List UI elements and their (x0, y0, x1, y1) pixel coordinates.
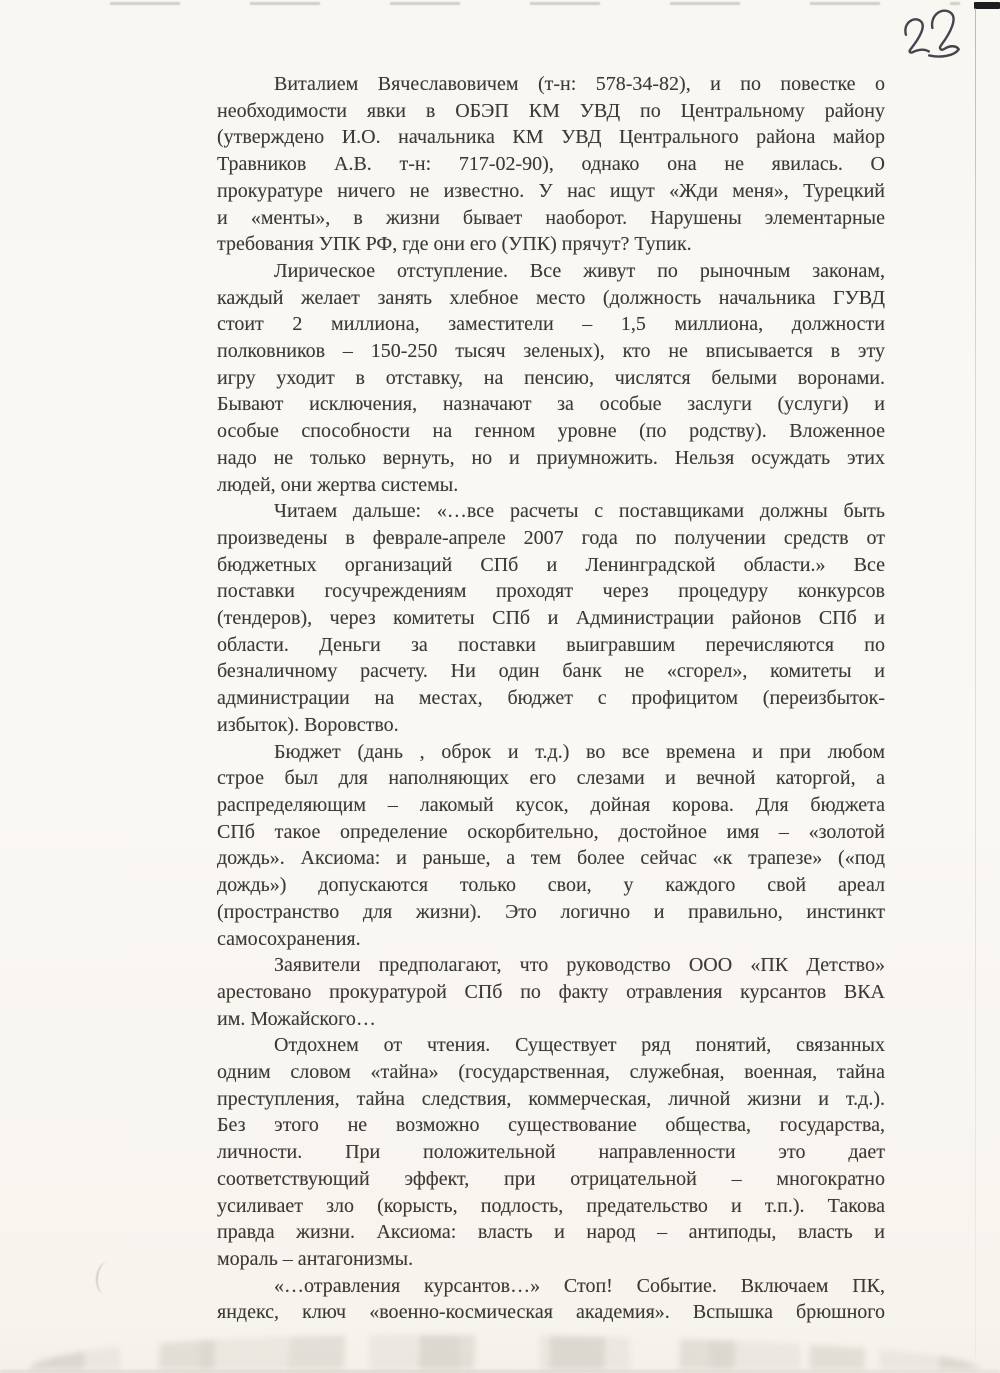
text-line: области. Деньги за поставки выигравшим перечисляются по (217, 633, 885, 656)
text-line: личности. При положительной направленности это дает (217, 1141, 885, 1164)
text-line: СПб такое определение оскорбительно, достойное имя – «золотой (217, 820, 885, 843)
text-line: и «менты», в жизни бывает наоборот. Нарушены элементарные (217, 206, 885, 229)
text-line: безналичному расчету. Ни один банк не «сгорел», комитеты и (217, 660, 885, 683)
text-line: Бывают исключения, назначают за особые заслуги (услуги) и (217, 393, 885, 416)
text-line: Травников А.В. т-н: 717-02-90), однако она не явилась. О (217, 153, 885, 176)
paragraph (217, 498, 885, 738)
text-line: (пространство для жизни). Это логично и правильно, инстинкт (217, 900, 885, 923)
text-line: бюджетных организаций СПб и Ленинградской области.» Все (217, 553, 885, 576)
handwritten-page-number (893, 2, 970, 65)
paragraph (217, 258, 885, 498)
text-line: поставки госучреждениям проходят через процедуру конкурсов (217, 580, 885, 603)
paragraph (217, 71, 885, 258)
text-line: распределяющим – лакомый кусок, дойная корова. Для бюджета (217, 793, 885, 816)
text-line: Читаем дальше: «…все расчеты с поставщиками должны быть (274, 500, 885, 523)
text-line: требования УПК РФ, где они его (УПК) прячут? Тупик. (217, 233, 692, 256)
text-line: стоит 2 миллиона, заместители – 1,5 миллиона, должности (217, 313, 885, 336)
text-line: дождь») допускаются только свои, у каждого свой ареал (217, 874, 885, 897)
paragraph (217, 1273, 885, 1326)
text-line: (утверждено И.О. начальника КМ УВД Центрального района майор (217, 126, 885, 149)
text-line: «…отравления курсантов…» Стоп! Событие. Включаем ПК, (274, 1274, 885, 1297)
text-line: Виталием Вячеславовичем (т-н: 578-34-82), и по повестке о (274, 73, 885, 95)
faint-pencil-mark (94, 1261, 117, 1295)
text-line: Заявители предполагают, что руководство ООО «ПК Детство» (274, 954, 885, 977)
text-line: мораль – антагонизмы. (217, 1247, 414, 1270)
scan-corner-mark (974, 2, 1000, 9)
text-line: преступления, тайна следствия, коммерческая, личной жизни и т.д.). (217, 1087, 885, 1110)
text-line: произведены в феврале-апреле 2007 года по получении средств от (217, 526, 885, 549)
text-line: усиливает зло (корысть, подлость, предательство и т.п.). Такова (217, 1194, 885, 1217)
text-line: Бюджет (дань , оброк и т.д.) во все времена и при любом (274, 740, 885, 763)
text-line: одним словом «тайна» (государственная, служебная, военная, тайна (217, 1061, 885, 1084)
text-line: яндекс, ключ «военно-космическая академия». Вспышка брюшного (217, 1301, 885, 1324)
text-line: дождь». Аксиома: и раньше, а тем более сейчас «к трапезе» («под (217, 847, 885, 870)
text-line: надо не только вернуть, но и приумножить. Нельзя осуждать этих (217, 446, 885, 469)
text-line: Отдохнем от чтения. Существует ряд понятий, связанных (274, 1034, 885, 1057)
text-line: им. Можайского… (217, 1007, 376, 1030)
text-line: правда жизни. Аксиома: власть и народ – антиподы, власть и (217, 1221, 885, 1244)
handwritten-22-drawing (893, 2, 970, 65)
text-line: избыток). Воровство. (217, 713, 399, 736)
text-line: Без этого не возможно существование общества, государства, (217, 1114, 885, 1137)
text-line: полковников – 150-250 тысяч зеленых), кто не вписывается в эту (217, 340, 885, 363)
text-line: администрации на местах, бюджет с профицитом (переизбыток- (217, 687, 885, 710)
text-line: самосохранения. (217, 927, 361, 950)
paragraph (217, 739, 885, 953)
text-line: особые способности на генном уровне (по родству). Вложенное (217, 420, 885, 443)
text-line: строе был для наполняющих его слезами и вечной каторгой, а (217, 767, 885, 790)
text-line: арестовано прокуратурой СПб по факту отравления курсантов ВКА (217, 980, 885, 1003)
scan-bottom-smudge (30, 1335, 980, 1369)
text-line: необходимости явки в ОБЭП КМ УВД по Центральному району (217, 99, 885, 122)
scan-top-smudge (110, 2, 960, 5)
text-line: (тендеров), через комитеты СПб и Администрации районов СПб и (217, 607, 885, 630)
document-text-block (217, 71, 885, 1326)
scan-page-edge-line (975, 8, 976, 1358)
text-line: Лирическое отступление. Все живут по рыночным законам, (274, 259, 885, 282)
text-line: игру уходит в отставку, на пенсию, числятся белыми воронами. (217, 366, 885, 389)
paragraph (217, 1032, 885, 1272)
text-line: прокуратуре ничего не известно. У нас ищут «Жди меня», Турецкий (217, 179, 885, 202)
text-line: соответствующий эффект, при отрицательной – многократно (217, 1167, 885, 1190)
paragraph (217, 952, 885, 1032)
text-line: каждый желает занять хлебное место (должность начальника ГУВД (217, 286, 885, 309)
text-line: людей, они жертва системы. (217, 473, 459, 496)
